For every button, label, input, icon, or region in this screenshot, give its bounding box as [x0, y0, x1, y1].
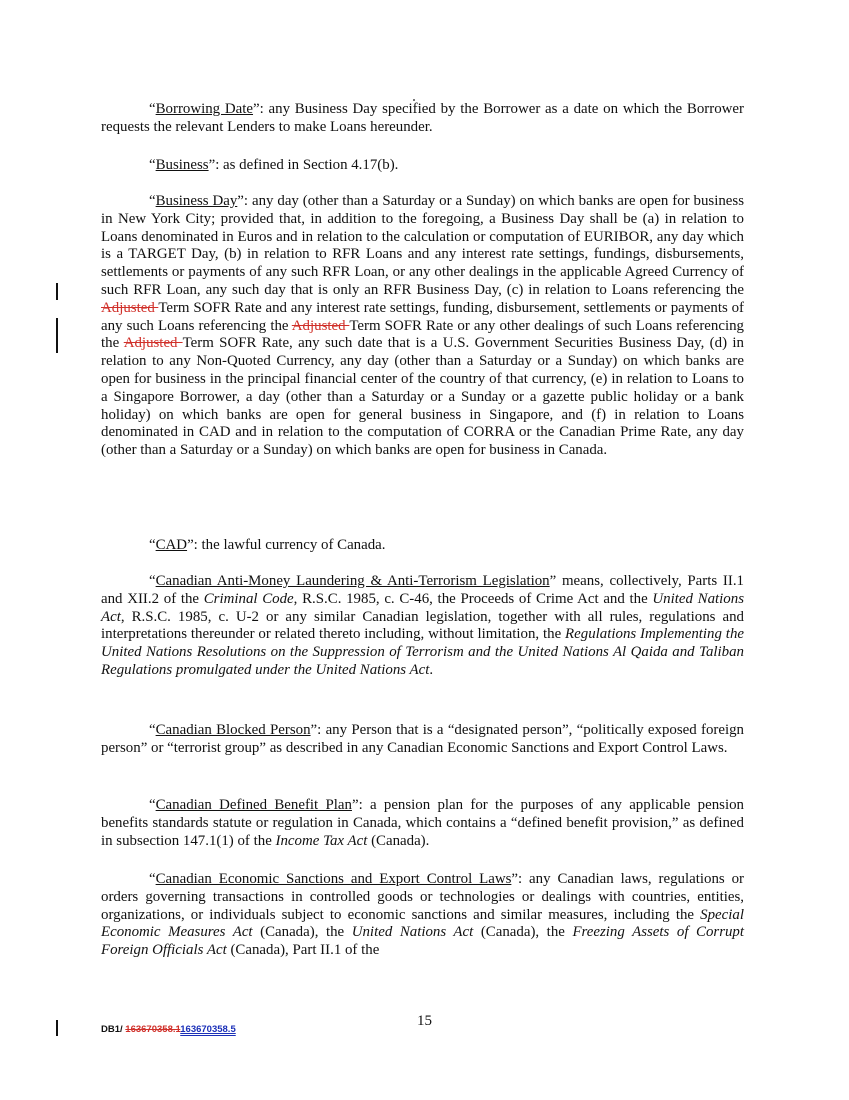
definition-canadian-defined-benefit-plan: “Canadian Defined Benefit Plan”: a pension plan for the purposes of any applicable pension benefits standards statute or regulation in Canada, which contains a “defined benefit provision,” as defined in subsection 147.1(1) of the Income Tax Act (Canada). — [101, 797, 744, 849]
defined-term: Canadian Defined Benefit Plan — [155, 797, 352, 813]
definition-canadian-aml-legislation: “Canadian Anti-Money Laundering & Anti-Terrorism Legislation” means, collectively, Parts II.1 and XII.2 of the Criminal Code, R.S.C. 1985, c. C-46, the Proceeds of Crime Act and the United Nations Act, R.S.C. 1985, c. U-2 or any similar Canadian legislation, together with all rules, regulations and interpretations thereunder or related thereto including, without limitation, the Regulations Implementing the United Nations Resolutions on the Suppression of Terrorism and the United Nations Al Qaida and Taliban Regulations promulgated under the United Nations Act. — [101, 573, 745, 678]
revision-change-bar — [56, 318, 58, 353]
defined-term: Borrowing Date — [155, 101, 254, 117]
definition-cad: “CAD”: the lawful currency of Canada. — [149, 537, 386, 553]
revision-change-bar — [56, 283, 58, 300]
defined-term: Canadian Anti-Money Laundering & Anti-Terrorism Legislation — [155, 573, 550, 589]
defined-term: Canadian Blocked Person — [155, 722, 311, 738]
defined-term: Business — [155, 157, 209, 173]
definition-business: “Business”: as defined in Section 4.17(b). — [149, 157, 399, 173]
defined-term: CAD — [155, 537, 188, 553]
page-number: 15 — [417, 1013, 432, 1029]
definition-canadian-blocked-person: “Canadian Blocked Person”: any Person that is a “designated person”, “politically exposed foreign person” or “terrorist group” as described in any Canadian Economic Sanctions and Export Control Laws. — [101, 722, 744, 756]
deleted-text: Adjusted — [291, 317, 350, 334]
new-document-id: 163670358.5 — [180, 1024, 236, 1035]
document-id: DB1/ 163670358.1163670358.5 — [101, 1024, 236, 1035]
definition-business-day: “Business Day”: any day (other than a Saturday or a Sunday) on which banks are open for business in New York City; provided that, in addition to the foregoing, a Business Day shall be (a) in relation to Loans denominated in Euros and in relation to the calculation or computation of EURIBOR, any day which is a TARGET Day, (b) in relation to RFR Loans and any interest rate settings, fundings, disbursements, settlements or payments of any such RFR Loan, or any other dealings in the applicable Agreed Currency of such RFR Loan, any such day that is only an RFR Business Day, (c) in relation to Loans referencing the Adjusted Term SOFR Rate and any interest rate settings, funding, disbursement, settlements or payments of any such Loans referencing the Adjusted Term SOFR Rate or any other dealings of such Loans referencing the Adjusted Term SOFR Rate, any such date that is a U.S. Government Securities Business Day, (d) in relation to any Non-Quoted Currency, any day (other than a Saturday or a Sunday) on which banks are open for business in the principal financial center of the country of that currency, (e) in relation to Loans to a Singapore Borrower, a day (other than a Saturday or a Sunday or a gazette public holiday or a bank holiday) on which banks are open for general business in Singapore, and (f) in relation to Loans denominated in CAD and in relation to the computation of CORRA or the Canadian Prime Rate, any day (other than a Saturday or a Sunday) on which banks are open for business in Canada. — [101, 193, 744, 459]
definition-borrowing-date: “Borrowing Date”: any Business Day specified by the Borrower as a date on which the Borrower requests the relevant Lenders to make Loans hereunder. — [101, 101, 744, 135]
definition-canadian-economic-sanctions: “Canadian Economic Sanctions and Export Control Laws”: any Canadian laws, regulations or orders governing transactions in controlled goods or technologies or dealings with countries, entities, organizations, or individuals subject to economic sanctions and similar measures, including the Special Economic Measures Act (Canada), the United Nations Act (Canada), the Freezing Assets of Corrupt Foreign Officials Act (Canada), Part II.1 of the — [101, 871, 745, 959]
defined-term: Business Day — [155, 193, 238, 209]
deleted-text: Adjusted — [123, 335, 183, 352]
deleted-text: Adjusted — [101, 299, 159, 316]
old-document-id: 163670358.1 — [125, 1024, 181, 1035]
defined-term: Canadian Economic Sanctions and Export Control Laws — [155, 871, 512, 887]
